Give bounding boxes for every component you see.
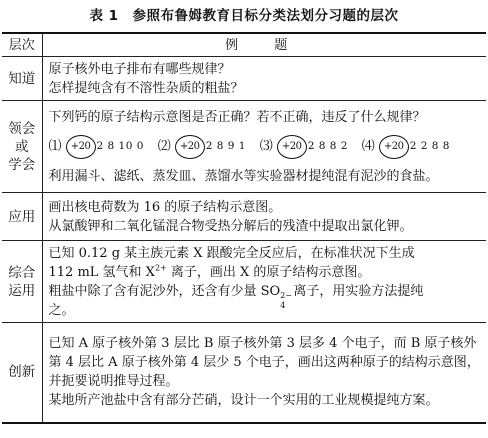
header-level: 层次 xyxy=(2,33,42,57)
nucleus-circle: +20 xyxy=(379,135,409,159)
atom-diagram xyxy=(49,135,144,159)
example-line: 画出核电荷数为 16 的原子结构示意图。 xyxy=(48,199,282,215)
example-line xyxy=(49,263,481,282)
nucleus-circle: +20 xyxy=(175,135,205,159)
level-text: 领会 xyxy=(8,120,36,137)
text-run: 112 mL 氢气和 X xyxy=(48,264,155,280)
atom-diagram-list xyxy=(49,127,481,167)
ion-charge: 2− xyxy=(280,290,292,300)
table-row xyxy=(2,101,486,193)
example-line: 之。 xyxy=(48,302,75,318)
atom-diagram xyxy=(260,135,348,159)
level-cell xyxy=(2,241,42,323)
level-text: 学会 xyxy=(8,156,36,173)
text-run: 离子，用实验方法提纯 xyxy=(289,283,424,299)
table-row xyxy=(2,241,486,323)
example-cell xyxy=(42,193,486,241)
table-row xyxy=(2,193,486,241)
diagram-number: ⑶ xyxy=(259,139,273,154)
electron-shells: 2 8 9 1 xyxy=(205,140,246,152)
table-row xyxy=(2,323,486,423)
nucleus-circle: +20 xyxy=(66,135,96,159)
level-cell xyxy=(2,101,42,193)
example-cell xyxy=(42,323,486,423)
table-row xyxy=(2,57,486,101)
example-cell xyxy=(42,101,486,193)
electron-shells: 2 8 8 2 xyxy=(307,140,348,152)
example-line: 怎样提纯含有不溶性杂质的粗盐？ xyxy=(48,80,244,96)
example-cell xyxy=(42,57,486,101)
electron-shells: 2 8 10 0 xyxy=(96,140,144,152)
example-paragraph: 已知 A 原子核外第 3 层比 B 原子核外第 3 层多 4 个电子，而 B 原子核外第 4 层比 A 原子核外第 4 层少 5 个电子，画出这两种原子的结构示意图，并扼要说明推导过程。 xyxy=(48,336,480,390)
level-text: 运用 xyxy=(8,282,36,299)
text-run: 离子，画出 X 的原子结构示意图。 xyxy=(166,264,371,280)
nucleus-circle: +20 xyxy=(277,135,307,159)
example-line: 原子核外电子排布有哪些规律？ xyxy=(48,61,231,77)
diagram-number: ⑴ xyxy=(48,139,62,154)
header-row xyxy=(2,33,486,57)
diagram-number: ⑵ xyxy=(157,139,171,154)
example-paragraph: 某地所产池盐中含有部分芒硝，设计一个实用的工业规模提纯方案。 xyxy=(48,393,439,409)
example-line: 利用漏斗、滤纸、蒸发皿、蒸馏水等实验器材提纯混有泥沙的食盐。 xyxy=(48,168,439,184)
level-cell: 应用 xyxy=(2,193,42,241)
diagram-number: ⑷ xyxy=(361,139,375,154)
electron-shells: 2 2 8 8 xyxy=(409,140,450,152)
table-caption: 表 1 参照布鲁姆教育目标分类法划分习题的层次 xyxy=(89,8,399,24)
atom-diagram xyxy=(158,135,246,159)
level-cell: 知道 xyxy=(2,57,42,101)
level-cell: 创新 xyxy=(2,323,42,423)
atom-diagram xyxy=(362,135,450,159)
level-text: 或 xyxy=(15,138,29,155)
bloom-levels-table xyxy=(2,32,486,424)
example-line xyxy=(48,282,481,310)
level-text: 综合 xyxy=(8,264,36,281)
text-run: 粗盐中除了含有泥沙外，还含有少量 SO xyxy=(48,283,281,299)
example-line: 下列钙的原子结构示意图是否正确？若不正确，违反了什么规律？ xyxy=(48,109,426,125)
example-line: 从氯酸钾和二氧化锰混合物受热分解后的残渣中提取出氯化钾。 xyxy=(48,218,413,234)
example-cell xyxy=(42,241,486,323)
ion-subscript: 4 xyxy=(280,300,286,310)
header-example: 例 题 xyxy=(42,33,486,57)
example-line: 已知 0.12 g 某主族元素 X 跟酸完全反应后，在标准状况下生成 xyxy=(48,245,415,261)
ion-charge: 2+ xyxy=(154,263,167,273)
